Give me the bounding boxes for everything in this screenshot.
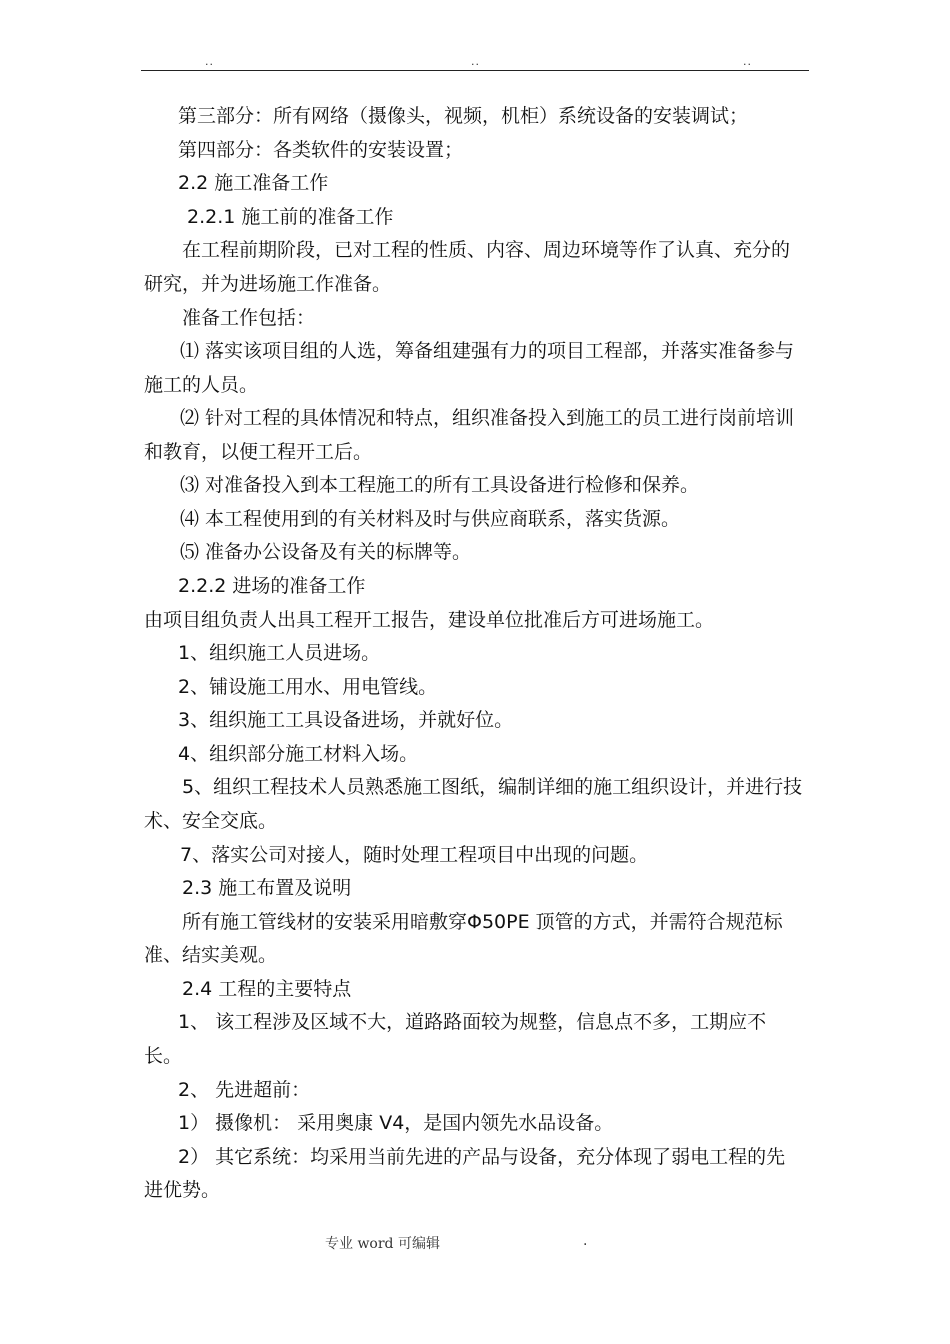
section-heading-2-3: 2.3 施工布置及说明 [182,877,352,899]
list-item-1: ⑴ 落实该项目组的人选，筹备组建强有力的项目工程部，并落实准备参与 [180,340,795,362]
feature-subitem-2-cont: 进优势。 [144,1179,221,1201]
header-rule [141,70,809,71]
paragraph-line: 所有施工管线材的安装采用暗敷穿Φ50PE 顶管的方式，并需符合规范标 [182,911,783,933]
header-mark-center: .. [471,55,480,68]
paragraph-line: 在工程前期阶段，已对工程的性质、内容、周边环境等作了认真、充分的 [182,239,791,261]
section-heading-2-2-1: 2.2.1 施工前的准备工作 [187,206,394,228]
feature-subitem-2: 2） 其它系统：均采用当前先进的产品与设备，充分体现了弱电工程的先 [178,1146,786,1168]
feature-subitem-1: 1） 摄像机： 采用奥康 V4，是国内领先水品设备。 [178,1112,614,1134]
numbered-item-1: 1、组织施工人员进场。 [178,642,381,664]
numbered-item-5: 5、组织工程技术人员熟悉施工图纸，编制详细的施工组织设计，并进行技 [182,776,803,798]
feature-item-1-cont: 长。 [144,1045,183,1067]
paragraph-line: 研究，并为进场施工作准备。 [144,273,392,295]
text-line-part3: 第三部分：所有网络（摄像头，视频，机柜）系统设备的安装调试； [178,105,749,127]
footer-dot: . [583,1233,588,1249]
header-mark-left: .. [205,55,214,68]
section-heading-2-2: 2.2 施工准备工作 [178,172,329,194]
section-heading-2-2-2: 2.2.2 进场的准备工作 [178,575,366,597]
header-mark-right: .. [743,55,752,68]
feature-item-1: 1、 该工程涉及区域不大，道路路面较为规整，信息点不多，工期应不 [178,1011,767,1033]
feature-item-2: 2、 先进超前： [178,1079,311,1101]
list-item-3: ⑶ 对准备投入到本工程施工的所有工具设备进行检修和保养。 [180,474,700,496]
list-item-1-cont: 施工的人员。 [144,374,259,396]
numbered-item-5-cont: 术、安全交底。 [144,810,278,832]
paragraph-line: 准备工作包括： [182,307,316,329]
paragraph-line: 准、结实美观。 [144,944,278,966]
numbered-item-7: 7、落实公司对接人，随时处理工程项目中出现的问题。 [180,844,649,866]
paragraph-line: 由项目组负责人出具工程开工报告，建设单位批准后方可进场施工。 [144,609,715,631]
text-line-part4: 第四部分：各类软件的安装设置； [178,139,464,161]
list-item-4: ⑷ 本工程使用到的有关材料及时与供应商联系，落实货源。 [180,508,681,530]
list-item-2-cont: 和教育，以便工程开工后。 [144,441,373,463]
footer-label: 专业 word 可编辑 [325,1236,440,1252]
section-heading-2-4: 2.4 工程的主要特点 [182,978,352,1000]
list-item-2: ⑵ 针对工程的具体情况和特点，组织准备投入到施工的员工进行岗前培训 [180,407,795,429]
numbered-item-2: 2、铺设施工用水、用电管线。 [178,676,438,698]
list-item-5: ⑸ 准备办公设备及有关的标牌等。 [180,541,472,563]
numbered-item-4: 4、组织部分施工材料入场。 [178,743,419,765]
numbered-item-3: 3、组织施工工具设备进场，并就好位。 [178,709,514,731]
